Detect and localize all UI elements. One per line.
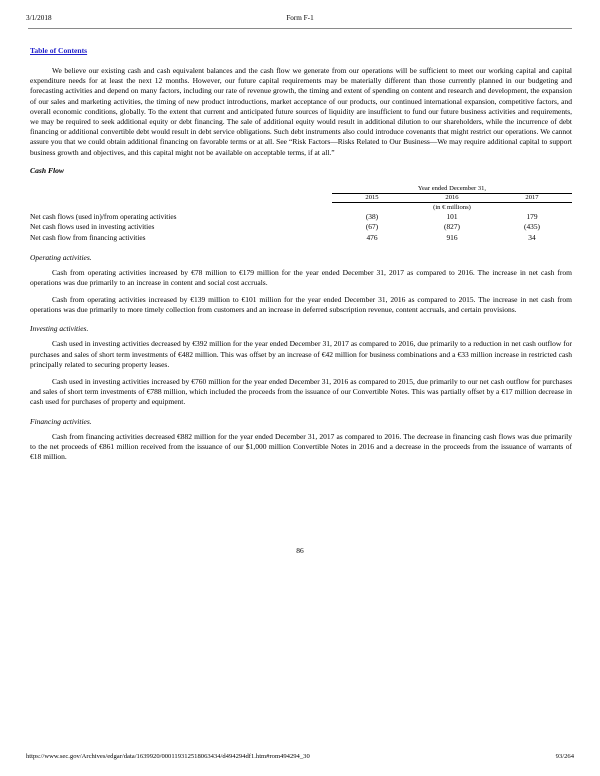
document-content bbox=[30, 40, 572, 469]
row-value-2015: (38) bbox=[365, 211, 379, 221]
subheading-financing-activities: Financing activities. bbox=[30, 416, 92, 426]
row-value-2017: 34 bbox=[528, 233, 536, 243]
table-body bbox=[30, 212, 572, 244]
table-group-header: Year ended December 31, bbox=[332, 185, 572, 194]
table-row bbox=[30, 222, 572, 233]
section-heading-cash-flow: Cash Flow bbox=[30, 165, 64, 175]
table-col-header-2015: 2015 bbox=[332, 193, 412, 202]
header-divider bbox=[28, 28, 572, 29]
page-header bbox=[0, 10, 600, 26]
table-row bbox=[30, 233, 572, 244]
row-label: Net cash flows used in investing activities bbox=[30, 222, 155, 232]
cash-flow-table bbox=[30, 185, 572, 244]
investing-paragraph-1: Cash used in investing activities decreased by €392 million for the year ended December 31, 2017 as compared to 2016, due primarily to a reduction in net cash outflow for purchases and sales of short term investments of €482 million. This was offset by an increase of €42 million for business combinations and a €33 million increase in restricted cash principally related to securing property leases. bbox=[30, 339, 572, 369]
row-value-2017: 179 bbox=[526, 211, 538, 221]
table-group-header-row bbox=[30, 185, 572, 194]
table-units-label: (in € millions) bbox=[433, 203, 471, 211]
subheading-operating-activities: Operating activities. bbox=[30, 252, 92, 262]
table-year-header-row bbox=[30, 193, 572, 202]
table-col-header-2016: 2016 bbox=[412, 193, 492, 202]
intro-paragraph: We believe our existing cash and cash equivalent balances and the cash flow we generate from our operations will be sufficient to meet our working capital and capital expenditure needs for at least the next 12 months. However, our future capital requirements may be materially different than those currently planned in our budgeting and forecasting activities and depend on many factors, including our rate of revenue growth, the timing and extent of spending on content and research and development, the expansion of our sales and marketing activities, the timing of new product introductions, market acceptance of our products, our continued international expansion, competitive factors, and overall economic conditions, globally. To the extent that current and anticipated future sources of liquidity are insufficient to fund our future business activities and requirements, we may be required to seek additional equity or debt financing. The sale of additional equity would result in additional dilution to our shareholders, while the incurrence of debt financing or additional convertible debt would result in debt service obligations. Such debt instruments also could introduce covenants that might restrict our operations. We cannot assure you that we could obtain additional financing on favorable terms or at all. See “Risk Factors—Risks Related to Our Business—We may require additional capital to support business growth and objectives, and this capital might not be available on acceptable terms, if at all.” bbox=[30, 66, 572, 157]
row-label: Net cash flows (used in)/from operating activities bbox=[30, 211, 177, 221]
operating-paragraph-2: Cash from operating activities increased by €139 million to €101 million for the year ended December 31, 2016 as compared to 2015. The increase in net cash from operations was due primarily to more timely collection from customers and an increase in deferred subscription revenue, content accruals, and certain provisions. bbox=[30, 295, 572, 315]
footer-page-count: 93/264 bbox=[555, 753, 574, 760]
subheading-investing-activities: Investing activities. bbox=[30, 324, 89, 334]
page-footer bbox=[0, 750, 600, 764]
row-value-2015: 476 bbox=[366, 233, 378, 243]
table-row bbox=[30, 212, 572, 223]
row-value-2016: 916 bbox=[446, 233, 458, 243]
table-head bbox=[30, 185, 572, 212]
cash-flow-table-wrapper bbox=[30, 185, 572, 244]
page-number: 86 bbox=[296, 546, 304, 555]
row-value-2016: (827) bbox=[443, 222, 460, 232]
table-of-contents-link[interactable]: Table of Contents bbox=[30, 46, 88, 55]
row-value-2016: 101 bbox=[446, 211, 458, 221]
header-form-title: Form F-1 bbox=[286, 14, 314, 22]
investing-paragraph-2: Cash used in investing activities increased by €760 million for the year ended December 31, 2016 as compared to 2015, due primarily to our net cash outflow for purchases and sales of short term investments of €788 million, which included the proceeds from the issuance of our Convertible Notes. This was partially offset by a €17 million decrease in cash used for purchases of property and equipment. bbox=[30, 377, 572, 407]
row-value-2017: (435) bbox=[523, 222, 540, 232]
table-units-row bbox=[30, 202, 572, 212]
operating-paragraph-1: Cash from operating activities increased by €78 million to €179 million for the year ended December 31, 2017 as compared to 2016. The increase in net cash from operations was due primarily to an increase in content and social cost accruals. bbox=[30, 267, 572, 287]
footer-source-url: https://www.sec.gov/Archives/edgar/data/1639920/000119312518063434/d494294df1.htm#rom494294_30 bbox=[26, 753, 310, 760]
row-value-2015: (67) bbox=[365, 222, 379, 232]
table-col-header-2017: 2017 bbox=[492, 193, 572, 202]
financing-paragraph-1: Cash from financing activities decreased €882 million for the year ended December 31, 2017 as compared to 2016. The decrease in financing cash flows was due primarily to the net proceeds of €861 million received from the issuance of our $1,000 million Convertible Notes in 2016 and a decrease in the proceeds from the issuance of warrants of €18 million. bbox=[30, 431, 572, 462]
header-date: 3/1/2018 bbox=[26, 14, 52, 22]
row-label: Net cash flow from financing activities bbox=[30, 233, 146, 243]
